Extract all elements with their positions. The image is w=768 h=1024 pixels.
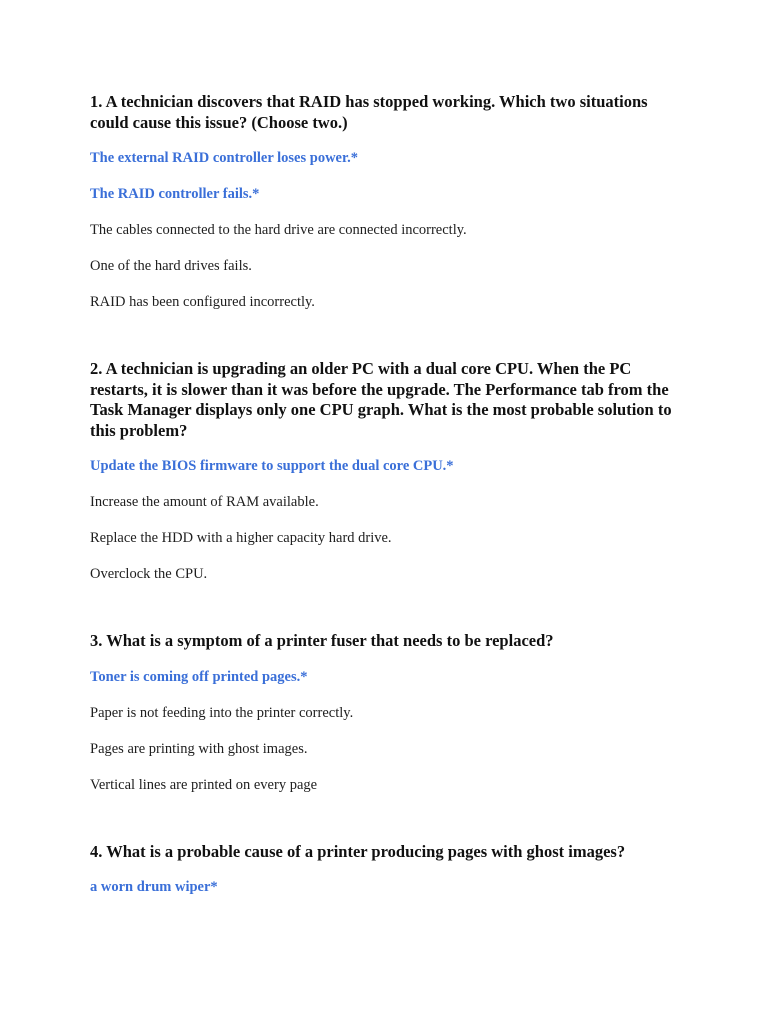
answer-option: Increase the amount of RAM available. bbox=[90, 494, 319, 510]
correct-answer: The RAID controller fails.* bbox=[90, 186, 260, 202]
answer-option: RAID has been configured incorrectly. bbox=[90, 294, 315, 310]
answer-option: Replace the HDD with a higher capacity hard drive. bbox=[90, 530, 392, 546]
question-3-text: 3. What is a symptom of a printer fuser that needs to be replaced? bbox=[90, 631, 554, 650]
spacer bbox=[90, 812, 678, 842]
question-2-text: 2. A technician is upgrading an older PC with a dual core CPU. When the PC restarts, it is slower than it was before the upgrade. The Performance tab from the Task Manager displays only one CPU graph. What is the most probable solution to this problem? bbox=[90, 359, 672, 440]
answer-option: Paper is not feeding into the printer correctly. bbox=[90, 704, 354, 721]
answer-option: The cables connected to the hard drive are connected incorrectly. bbox=[90, 222, 467, 238]
spacer bbox=[90, 329, 678, 359]
answer-option: Pages are printing with ghost images. bbox=[90, 740, 308, 757]
correct-answer: Toner is coming off printed pages.* bbox=[90, 668, 308, 685]
question-block-2 bbox=[90, 359, 678, 631]
answer-list-2 bbox=[90, 457, 678, 583]
answer-option: Overclock the CPU. bbox=[90, 566, 208, 582]
question-block-3 bbox=[90, 631, 678, 842]
answer-list-4 bbox=[90, 878, 678, 896]
answer-option: Vertical lines are printed on every page bbox=[90, 776, 318, 793]
correct-answer: Update the BIOS firmware to support the dual core CPU.* bbox=[90, 458, 454, 474]
correct-answer: The external RAID controller loses power.* bbox=[90, 150, 358, 166]
answer-list-1 bbox=[90, 149, 678, 311]
question-1-text: 1. A technician discovers that RAID has stopped working. Which two situations could cause this issue? (Choose two.) bbox=[90, 92, 648, 132]
question-block-4 bbox=[90, 842, 678, 897]
correct-answer: a worn drum wiper* bbox=[90, 879, 218, 895]
question-4-text: 4. What is a probable cause of a printer producing pages with ghost images? bbox=[90, 841, 626, 861]
answer-list-3 bbox=[90, 668, 678, 794]
spacer bbox=[90, 601, 678, 631]
answer-option: One of the hard drives fails. bbox=[90, 258, 252, 274]
question-block-1 bbox=[90, 92, 678, 359]
